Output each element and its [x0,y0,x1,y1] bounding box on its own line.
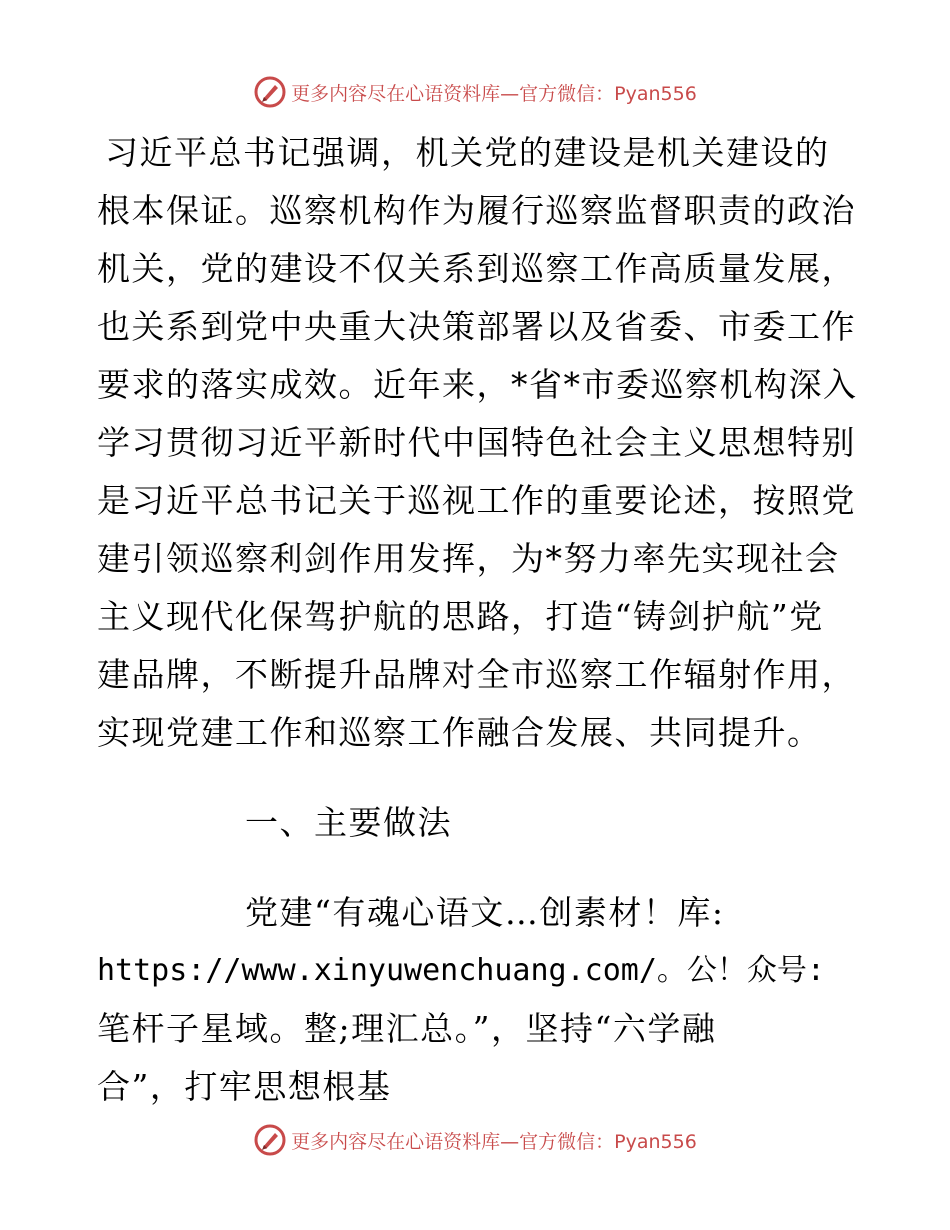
paragraph1-line: 实现党建工作和巡察工作融合发展、共同提升。 [97,713,822,752]
paragraph1-line: 建品牌，不断提升品牌对全市巡察工作辐射作用， [97,655,856,694]
paragraph1-line: 根本保证。巡察机构作为履行巡察监督职责的政治 [97,191,856,230]
paragraph2-line-url: https://www.xinyuwenchuang.com/。公！众号: [97,953,825,988]
header-watermark-banner [0,72,950,112]
paragraph1-line: 要求的落实成效。近年来，*省*市委巡察机构深入 [97,365,858,404]
paragraph1-line: 主义现代化保驾护航的思路，打造“铸剑护航”党 [97,597,824,636]
paragraph2-line: 笔杆子星域。整;理汇总。”，坚持“六学融 [97,1009,717,1048]
paragraph1-line: 也关系到党中央重大决策部署以及省委、市委工作 [97,307,856,346]
pen-logo-icon [253,75,287,109]
paragraph1-line: 是习近平总书记关于巡视工作的重要论述，按照党 [97,481,856,520]
header-banner-text: 更多内容尽在心语资料库—官方微信：Pyan556 [291,82,697,105]
paragraph1-line: 建引领巡察利剑作用发挥，为*努力率先实现社会 [97,539,840,578]
footer-watermark-banner [0,1120,950,1160]
paragraph1-line: 习近平总书记强调，机关党的建设是机关建设的 [105,133,830,172]
paragraph2-line: 合”，打牢思想根基 [97,1067,392,1106]
paragraph-gap [97,762,857,794]
document-body [97,124,857,1116]
paragraph1-line: 机关，党的建设不仅关系到巡察工作高质量发展， [97,249,856,288]
paragraph1-line: 学习贯彻习近平新时代中国特色社会主义思想特别 [97,423,856,462]
section-heading: 一、主要做法 [245,803,452,842]
pen-logo-icon [253,1123,287,1157]
paragraph-gap [97,852,857,884]
paragraph2-line: 党建“有魂心语文…创素材！库: [245,893,725,932]
footer-banner-text: 更多内容尽在心语资料库—官方微信：Pyan556 [291,1130,697,1153]
